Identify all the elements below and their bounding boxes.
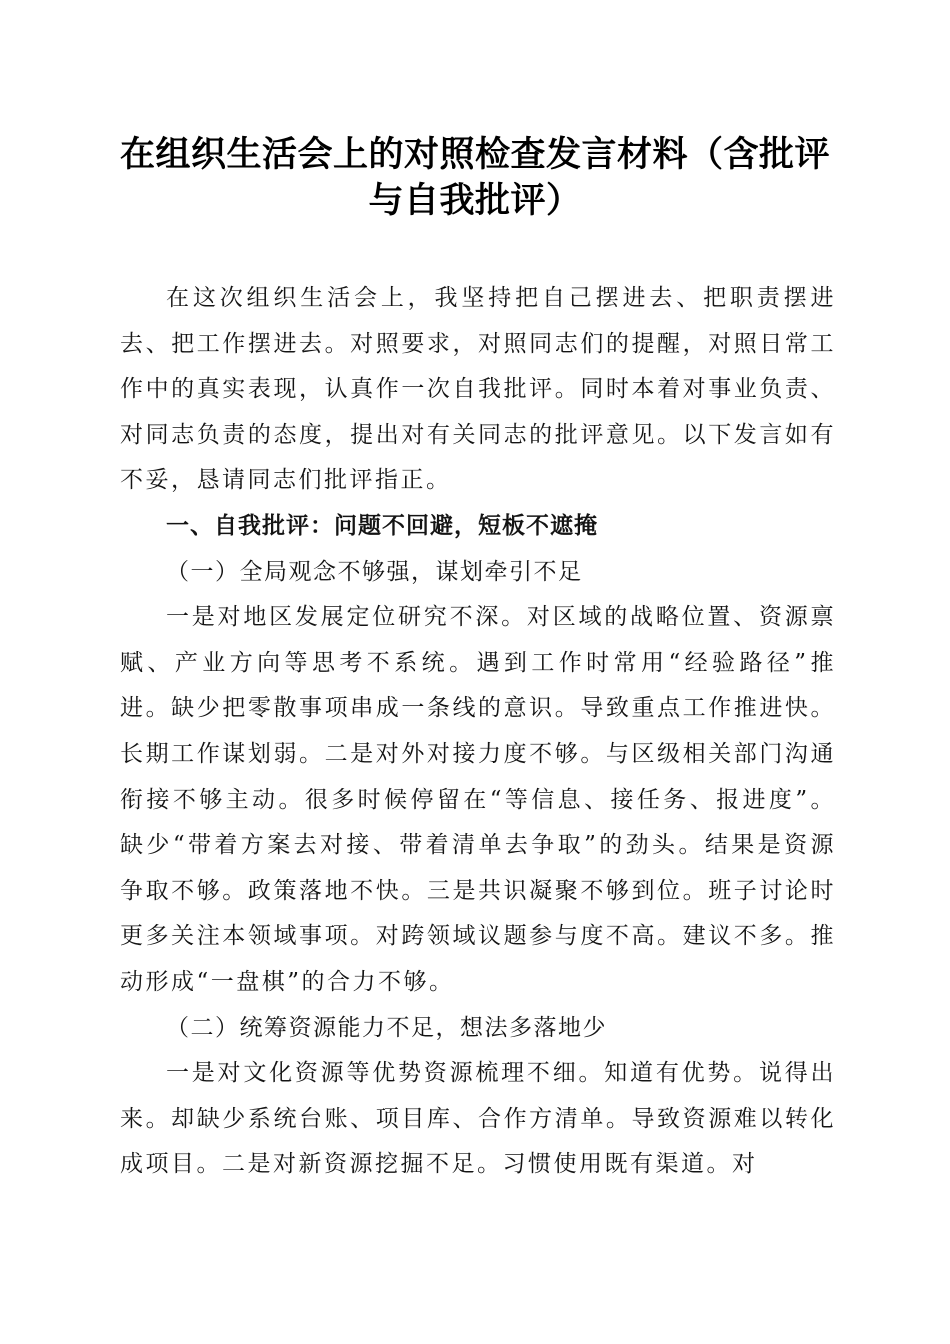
subsection-heading-2: （二）统筹资源能力不足，想法多落地少 (166, 1014, 607, 1041)
section-heading-self-criticism: 一、自我批评：问题不回避，短板不遮掩 (166, 512, 598, 539)
document-title (110, 132, 840, 224)
subsection-2-paragraph: 一是对文化资源等优势资源梳理不细。知道有优势。说得出来。却缺少系统台账、项目库、合作方清单。导致资源难以转化成项目。二是对新资源挖掘不足。习惯使用既有渠道。对 (120, 1060, 836, 1178)
title-line-2: 与自我批评） (368, 180, 582, 221)
intro-paragraph: 在这次组织生活会上，我坚持把自己摆进去、把职责摆进去、把工作摆进去。对照要求，对照同志们的提醒，对照日常工作中的真实表现，认真作一次自我批评。同时本着对事业负责、对同志负责的态度，提出对有关同志的批评意见。以下发言如有不妥，恳请同志们批评指正。 (120, 285, 836, 494)
document-body (120, 276, 836, 1188)
subsection-1-paragraph: 一是对地区发展定位研究不深。对区域的战略位置、资源禀赋、产业方向等思考不系统。遇到工作时常用“经验路径”推进。缺少把零散事项串成一条线的意识。导致重点工作推进快。长期工作谋划弱。二是对外对接力度不够。与区级相关部门沟通衔接不够主动。很多时候停留在“等信息、接任务、报进度”。缺少“带着方案去对接、带着清单去争取”的劲头。结果是资源争取不够。政策落地不快。三是共识凝聚不够到位。班子讨论时更多关注本领域事项。对跨领域议题参与度不高。建议不多。推动形成“一盘棋”的合力不够。 (120, 604, 836, 995)
subsection-heading-1: （一）全局观念不够强，谋划牵引不足 (166, 558, 583, 585)
title-line-1: 在组织生活会上的对照检查发言材料（含批评 (119, 134, 830, 175)
